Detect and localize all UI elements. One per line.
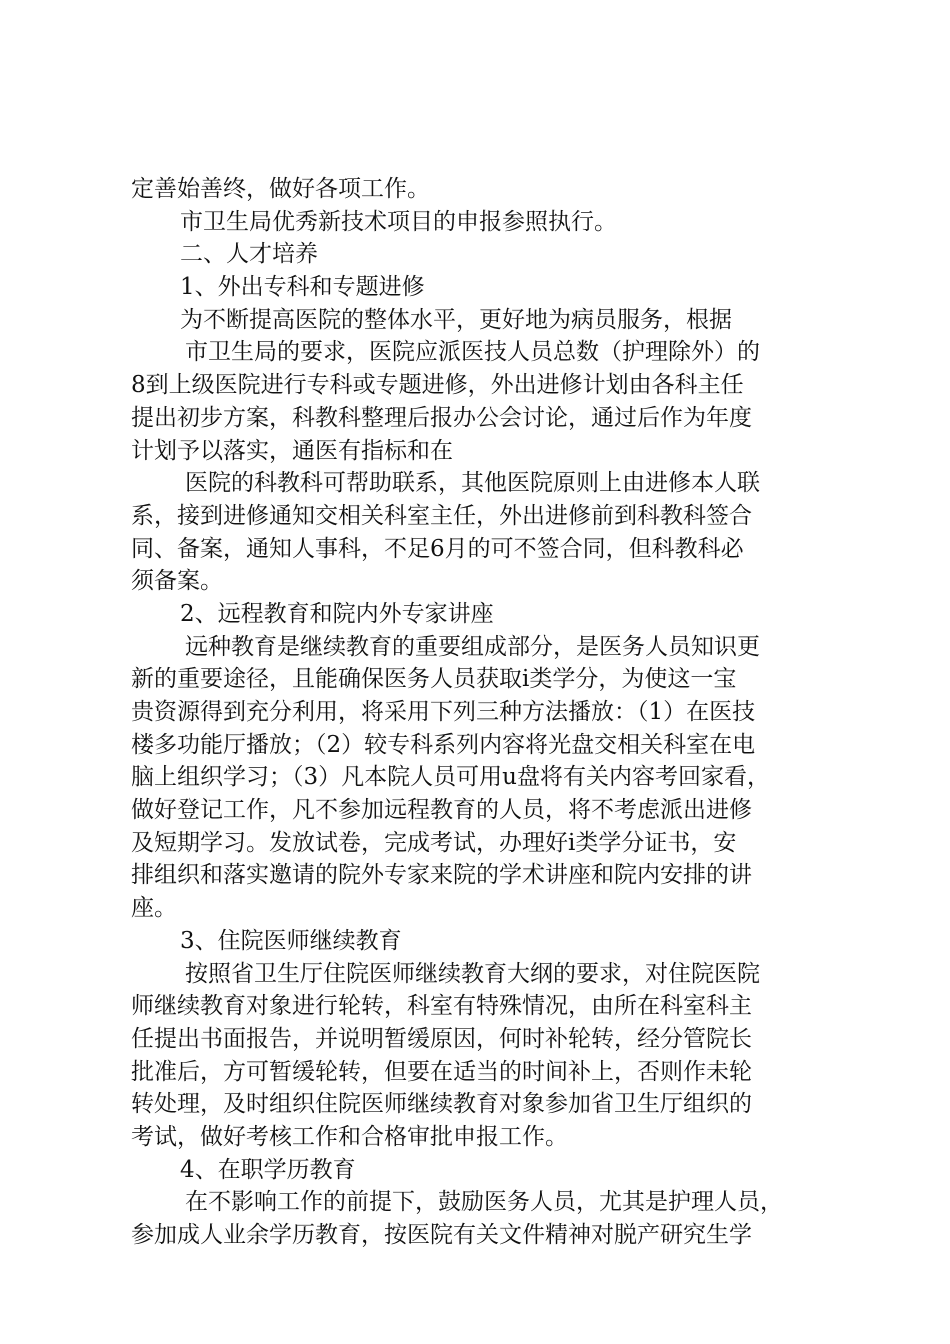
body-text-line: 做好登记工作，凡不参加远程教育的人员，将不考虑派出进修 bbox=[131, 797, 752, 824]
body-text-line: 座。 bbox=[131, 895, 177, 922]
subsection-heading: 4、在职学历教育 bbox=[180, 1156, 356, 1183]
body-text-line: 远种教育是继续教育的重要组成部分，是医务人员知识更 bbox=[185, 633, 760, 660]
section-heading: 二、人才培养 bbox=[180, 241, 318, 268]
body-text-line: 市卫生局优秀新技术项目的申报参照执行。 bbox=[180, 208, 617, 235]
body-text-line: 8到上级医院进行专科或专题进修，外出进修计划由各科主任 bbox=[131, 372, 744, 399]
body-text-line: 脑上组织学习；（3）凡本院人员可用u盘将有关内容考回家看， bbox=[131, 764, 770, 791]
body-text-line: 须备案。 bbox=[131, 568, 223, 595]
body-text-line: 批准后，方可暂缓轮转，但要在适当的时间补上，否则作未轮 bbox=[131, 1058, 752, 1085]
body-text-line: 参加成人业余学历教育，按医院有关文件精神对脱产研究生学 bbox=[131, 1222, 752, 1248]
body-text-line: 及短期学习。发放试卷，完成考试，办理好ⅰ类学分证书，安 bbox=[131, 829, 737, 856]
body-text-line: 在不影响工作的前提下，鼓励医务人员，尤其是护理人员， bbox=[185, 1189, 783, 1216]
body-text-line: 贵资源得到充分利用，将采用下列三种方法播放：（1）在医技 bbox=[131, 699, 756, 725]
body-text-line: 提出初步方案，科教科整理后报办公会讨论，通过后作为年度 bbox=[131, 404, 752, 431]
subsection-heading: 2、远程教育和院内外专家讲座 bbox=[180, 600, 494, 627]
body-text-line: 医院的科教科可帮助联系，其他医院原则上由进修本人联 bbox=[185, 470, 760, 497]
subsection-heading: 1、外出专科和专题进修 bbox=[180, 274, 425, 301]
subsection-heading: 3、住院医师继续教育 bbox=[180, 927, 402, 954]
body-text-line: 为不断提高医院的整体水平，更好地为病员服务，根据 bbox=[180, 306, 732, 333]
document-body bbox=[131, 173, 841, 1252]
body-text-line: 计划予以落实，通医有指标和在 bbox=[131, 437, 453, 464]
body-text-line: 新的重要途径，且能确保医务人员获取ⅰ类学分，为使这一宝 bbox=[131, 666, 737, 693]
body-text-line: 定善始善终，做好各项工作。 bbox=[131, 176, 430, 202]
body-text-line: 市卫生局的要求，医院应派医技人员总数（护理除外）的 bbox=[185, 339, 760, 366]
body-text-line: 转处理，及时组织住院医师继续教育对象参加省卫生厅组织的 bbox=[131, 1091, 752, 1118]
body-text-line: 按照省卫生厅住院医师继续教育大纲的要求，对住院医院 bbox=[185, 960, 760, 987]
body-text-line: 师继续教育对象进行轮转，科室有特殊情况，由所在科室科主 bbox=[131, 993, 752, 1020]
body-text-line: 考试，做好考核工作和合格审批申报工作。 bbox=[131, 1123, 568, 1150]
body-text-line: 楼多功能厅播放；（2）较专科系列内容将光盘交相关科室在电 bbox=[131, 731, 756, 758]
body-text-line: 任提出书面报告，并说明暂缓原因，何时补轮转，经分管院长 bbox=[131, 1025, 752, 1052]
body-text-line: 排组织和落实邀请的院外专家来院的学术讲座和院内安排的讲 bbox=[131, 862, 752, 889]
body-text-line: 同、备案，通知人事科，不足6月的可不签合同，但科教科必 bbox=[131, 535, 744, 562]
body-text-line: 系，接到进修通知交相关科室主任，外出进修前到科教科签合 bbox=[131, 502, 752, 529]
